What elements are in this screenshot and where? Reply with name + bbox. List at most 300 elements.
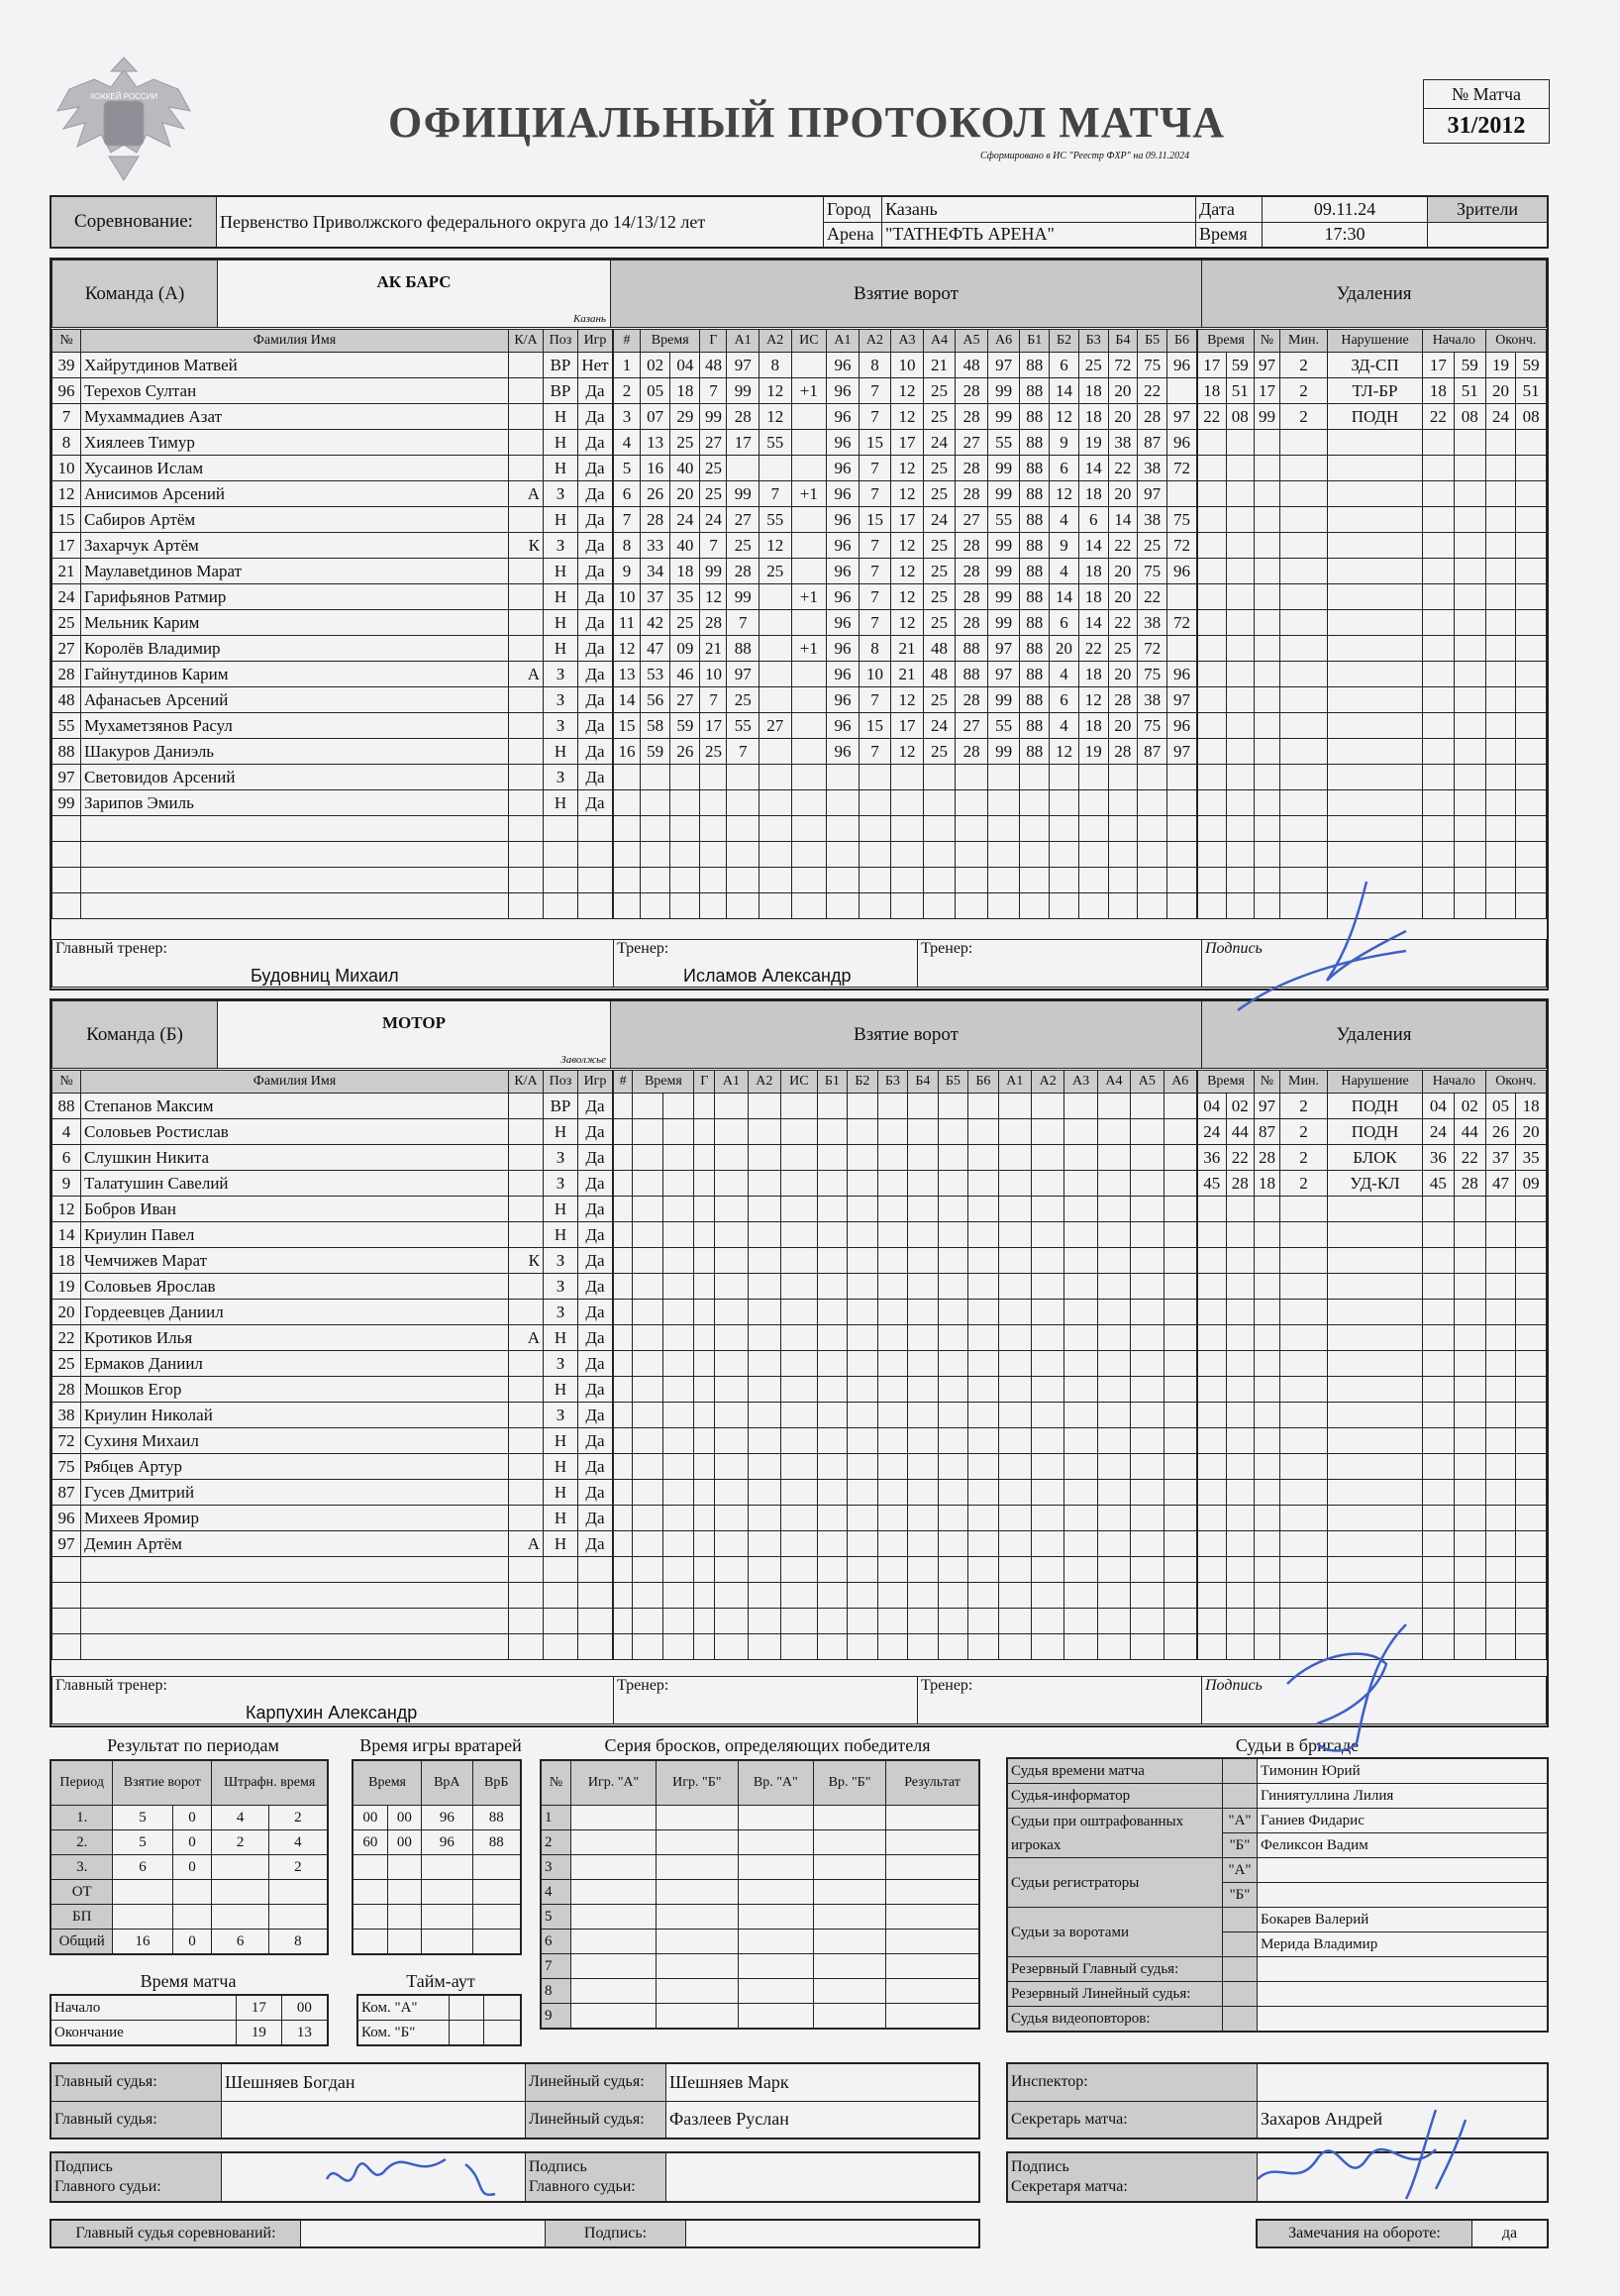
- goal-cell: [791, 713, 827, 739]
- shootout-cell: [813, 1930, 885, 1954]
- goal-cell: 72: [1138, 636, 1167, 662]
- goal-cell: [968, 1480, 999, 1506]
- goal-cell: [891, 868, 924, 893]
- goal-cell: 12: [700, 584, 727, 610]
- penalty-cell: [1485, 790, 1516, 816]
- penalty-cell: 51: [1454, 378, 1485, 404]
- team-a-goals: [613, 329, 1197, 919]
- period-cell: [172, 1880, 212, 1905]
- goal-cell: [694, 1403, 715, 1428]
- shootout-col-0: №: [541, 1760, 571, 1806]
- col-goalie-a: ВрА: [422, 1760, 472, 1806]
- penalty-cell: [1516, 842, 1547, 868]
- line-ref-1: Шешняев Марк: [666, 2063, 980, 2101]
- penalty-cell: [1516, 1428, 1547, 1454]
- goal-cell: [700, 842, 727, 868]
- goal-cell: [1097, 1119, 1130, 1145]
- period-row: [51, 1905, 328, 1930]
- player-name: [81, 893, 509, 919]
- penalty-row: [1198, 507, 1547, 533]
- shootout-number: 5: [541, 1905, 571, 1930]
- goal-cell: 25: [1138, 533, 1167, 559]
- goal-col-9: А4: [923, 330, 956, 353]
- shootout-cell: [656, 1806, 738, 1830]
- penalty-row: [1198, 662, 1547, 687]
- goal-cell: [781, 1197, 818, 1222]
- goal-cell: [791, 507, 827, 533]
- goal-cell: 96: [827, 687, 860, 713]
- goal-cell: [715, 1325, 748, 1351]
- goal-cell: 20: [1108, 713, 1138, 739]
- roster-row: [52, 1454, 613, 1480]
- penalty-cell: [1485, 456, 1516, 481]
- penalty-cell: [1485, 584, 1516, 610]
- roster-row: [52, 610, 613, 636]
- goalie-time-table: [352, 1759, 522, 1955]
- goal-cell: 14: [1078, 533, 1108, 559]
- goal-cell: [908, 1274, 939, 1300]
- goal-row: [614, 481, 1197, 507]
- penalty-cell: [1198, 765, 1227, 790]
- player-name: Сухиня Михаил: [81, 1428, 509, 1454]
- penalty-cell: [1255, 1428, 1280, 1454]
- goal-cell: [781, 1428, 818, 1454]
- roster-row: [52, 507, 613, 533]
- player-number: 12: [52, 481, 81, 507]
- goal-cell: [891, 842, 924, 868]
- goal-cell: 55: [987, 713, 1020, 739]
- penalty-cell: [1422, 1454, 1454, 1480]
- penalty-cell: [1422, 1248, 1454, 1274]
- player-name: Хайрутдинов Матвей: [81, 353, 509, 378]
- player-played: [578, 1583, 613, 1609]
- goal-cell: [877, 1119, 908, 1145]
- player-number: 22: [52, 1325, 81, 1351]
- goal-cell: 42: [640, 610, 669, 636]
- goal-cell: 96: [827, 404, 860, 430]
- penalty-cell: [1328, 662, 1423, 687]
- goal-cell: [908, 1171, 939, 1197]
- goal-cell: [987, 816, 1020, 842]
- goal-cell: 96: [827, 610, 860, 636]
- penalty-cell: [1485, 1403, 1516, 1428]
- penalty-col-4: Начало: [1422, 330, 1485, 353]
- goal-cell: [817, 1634, 848, 1660]
- goal-cell: [1138, 868, 1167, 893]
- goal-cell: [1131, 1403, 1164, 1428]
- period-cell: 2: [268, 1806, 328, 1830]
- referee-name: [1258, 1957, 1549, 1982]
- player-role: [509, 1300, 544, 1325]
- player-played: [578, 1609, 613, 1634]
- goal-cell: [1167, 842, 1197, 868]
- penalty-cell: [1516, 1197, 1547, 1222]
- player-number: 18: [52, 1248, 81, 1274]
- penalty-cell: 02: [1226, 1094, 1255, 1119]
- goal-cell: [1032, 1171, 1064, 1197]
- player-number: 75: [52, 1454, 81, 1480]
- player-position: Н: [544, 507, 578, 533]
- goal-cell: 25: [923, 533, 956, 559]
- penalty-row: [1198, 1351, 1547, 1377]
- roster-row: [52, 662, 613, 687]
- goal-cell: 12: [891, 378, 924, 404]
- penalty-cell: 22: [1422, 404, 1454, 430]
- goal-col-8: А3: [891, 330, 924, 353]
- penalty-cell: 2: [1279, 1119, 1327, 1145]
- goal-cell: 7: [727, 739, 759, 765]
- goal-cell: [694, 1377, 715, 1403]
- penalty-cell: [1516, 1557, 1547, 1583]
- penalty-cell: [1454, 713, 1485, 739]
- col-goals: Взятие ворот: [113, 1760, 212, 1806]
- referee-row: [1007, 1957, 1548, 1982]
- goal-cell: 96: [827, 378, 860, 404]
- goal-cell: [968, 1248, 999, 1274]
- col-number: №: [52, 1071, 81, 1094]
- player-number: [52, 1557, 81, 1583]
- goal-cell: [633, 1377, 663, 1403]
- player-played: Да: [578, 481, 613, 507]
- penalty-cell: 51: [1516, 378, 1547, 404]
- goal-cell: 8: [614, 533, 641, 559]
- goal-cell: [848, 1119, 878, 1145]
- goal-cell: [663, 1531, 694, 1557]
- goal-col-4: А2: [759, 330, 791, 353]
- penalty-cell: 04: [1422, 1094, 1454, 1119]
- goal-cell: 99: [987, 687, 1020, 713]
- penalty-cell: [1226, 1197, 1255, 1222]
- penalty-cell: 24: [1198, 1119, 1227, 1145]
- shootout-number: 4: [541, 1880, 571, 1905]
- penalty-row: [1198, 1300, 1547, 1325]
- goal-cell: 15: [859, 507, 891, 533]
- penalty-row: [1198, 636, 1547, 662]
- penalty-cell: [1198, 481, 1227, 507]
- period-cell: 2: [268, 1855, 328, 1880]
- player-role: [509, 1094, 544, 1119]
- goal-cell: [1108, 893, 1138, 919]
- goal-col-7: А2: [859, 330, 891, 353]
- penalty-cell: 26: [1485, 1119, 1516, 1145]
- goal-cell: [1032, 1634, 1064, 1660]
- notes-value: да: [1472, 2220, 1549, 2247]
- player-name: Талатушин Савелий: [81, 1171, 509, 1197]
- player-name: [81, 868, 509, 893]
- goal-cell: [891, 765, 924, 790]
- goal-cell: [663, 1248, 694, 1274]
- goal-cell: [759, 790, 791, 816]
- goal-cell: 97: [987, 353, 1020, 378]
- penalty-cell: [1279, 1377, 1327, 1403]
- goal-col-14: Б3: [1078, 330, 1108, 353]
- goal-cell: [848, 1094, 878, 1119]
- goal-cell: [748, 1531, 780, 1557]
- goal-cell: 25: [923, 739, 956, 765]
- shootout-col-3: Вр. "А": [738, 1760, 813, 1806]
- goal-cell: [817, 1171, 848, 1197]
- penalty-cell: 19: [1485, 353, 1516, 378]
- goal-cell: [998, 1377, 1031, 1403]
- goal-cell: [817, 1583, 848, 1609]
- shootout-cell: [738, 1930, 813, 1954]
- goal-cell: [1032, 1531, 1064, 1557]
- goal-cell: [663, 1171, 694, 1197]
- goal-cell: [640, 816, 669, 842]
- player-number: 27: [52, 636, 81, 662]
- goal-row: [614, 1300, 1197, 1325]
- goal-cell: 10: [700, 662, 727, 687]
- goal-cell: 38: [1138, 507, 1167, 533]
- player-name: Световидов Арсений: [81, 765, 509, 790]
- goal-cell: [923, 790, 956, 816]
- goal-cell: 24: [923, 507, 956, 533]
- goal-cell: 18: [1078, 584, 1108, 610]
- shootout-col-2: Игр. "Б": [656, 1760, 738, 1806]
- penalty-cell: [1279, 790, 1327, 816]
- penalty-cell: 28: [1454, 1171, 1485, 1197]
- player-number: 99: [52, 790, 81, 816]
- shootout-table: [540, 1759, 980, 2030]
- goalie-cell: [472, 1855, 521, 1880]
- player-position: Н: [544, 1428, 578, 1454]
- coach-label-2: Тренер:: [921, 940, 973, 957]
- end-label: Окончание: [51, 2021, 237, 2046]
- penalty-cell: [1422, 868, 1454, 893]
- goal-cell: [908, 1377, 939, 1403]
- player-role: [509, 1197, 544, 1222]
- penalty-cell: [1198, 1197, 1227, 1222]
- goal-cell: 11: [614, 610, 641, 636]
- goal-col-6: Б1: [817, 1071, 848, 1094]
- player-position: З: [544, 533, 578, 559]
- goal-cell: [817, 1403, 848, 1428]
- goal-cell: [1097, 1506, 1130, 1531]
- goal-cell: [759, 687, 791, 713]
- col-number: №: [52, 330, 81, 353]
- coach-b-signature: [1258, 1615, 1436, 1763]
- goal-cell: [877, 1428, 908, 1454]
- referee-role: Резервный Главный судья:: [1007, 1957, 1223, 1982]
- penalty-cell: 2: [1279, 404, 1327, 430]
- goal-cell: [968, 1531, 999, 1557]
- goal-row: [614, 713, 1197, 739]
- player-played: Да: [578, 1119, 613, 1145]
- goal-cell: 88: [1020, 559, 1050, 584]
- player-played: Да: [578, 739, 613, 765]
- goal-cell: 7: [859, 610, 891, 636]
- player-number: [52, 868, 81, 893]
- player-name: Шакуров Даниэль: [81, 739, 509, 765]
- team-a-roster: [51, 329, 613, 919]
- goal-col-1: Время: [633, 1071, 694, 1094]
- period-cell: 3.: [51, 1855, 113, 1880]
- goal-cell: [640, 893, 669, 919]
- goal-cell: [1050, 868, 1079, 893]
- goal-cell: [877, 1351, 908, 1377]
- penalty-cell: [1226, 816, 1255, 842]
- goal-cell: [923, 893, 956, 919]
- secretary-label: Секретарь матча:: [1007, 2101, 1258, 2139]
- goal-cell: [998, 1145, 1031, 1171]
- penalty-cell: [1279, 1480, 1327, 1506]
- goal-cell: 07: [640, 404, 669, 430]
- goal-row: [614, 1506, 1197, 1531]
- goal-cell: [956, 868, 988, 893]
- goal-cell: [817, 1506, 848, 1531]
- goal-cell: [791, 353, 827, 378]
- competition-name: Первенство Приволжского федерального округа до 14/13/12 лет: [217, 196, 824, 248]
- goal-cell: [908, 1557, 939, 1583]
- penalty-cell: [1485, 1300, 1516, 1325]
- roster-row: [52, 404, 613, 430]
- roster-row: [52, 1480, 613, 1506]
- goal-cell: 97: [727, 353, 759, 378]
- penalty-cell: [1198, 533, 1227, 559]
- team-a-coach: Исламов Александр: [683, 966, 852, 986]
- goal-cell: [748, 1171, 780, 1197]
- referee-name: [1258, 2007, 1549, 2033]
- penalty-cell: [1516, 584, 1547, 610]
- player-role: А: [509, 481, 544, 507]
- roster-row: [52, 1325, 613, 1351]
- player-number: 25: [52, 610, 81, 636]
- penalty-cell: 09: [1516, 1171, 1547, 1197]
- goal-cell: [968, 1325, 999, 1351]
- goal-cell: 21: [923, 353, 956, 378]
- goal-cell: [727, 842, 759, 868]
- goal-cell: [938, 1325, 968, 1351]
- referee-name: [1258, 1982, 1549, 2007]
- penalty-cell: [1516, 1480, 1547, 1506]
- goal-cell: [938, 1351, 968, 1377]
- sig-main2-label-2: Главного судьи:: [529, 2178, 636, 2195]
- penalty-cell: 59: [1516, 353, 1547, 378]
- goal-cell: 27: [727, 507, 759, 533]
- col-ca: К/А: [509, 1071, 544, 1094]
- time-label: Время: [1196, 222, 1263, 248]
- goal-cell: [1167, 893, 1197, 919]
- player-role: [509, 1583, 544, 1609]
- goal-cell: [633, 1583, 663, 1609]
- goal-cell: 05: [640, 378, 669, 404]
- notes-label: Замечания на обороте:: [1257, 2220, 1472, 2247]
- goal-cell: +1: [791, 636, 827, 662]
- goal-cell: [663, 1119, 694, 1145]
- goal-cell: [908, 1094, 939, 1119]
- goalie-cell: [422, 1930, 472, 1955]
- referee-name: Мерида Владимир: [1258, 1932, 1549, 1957]
- shootout-cell: [886, 1905, 979, 1930]
- penalty-cell: 59: [1454, 353, 1485, 378]
- referee-row: [1007, 1982, 1548, 2007]
- penalty-row: [1198, 610, 1547, 636]
- penalty-cell: [1226, 1403, 1255, 1428]
- penalty-cell: [1485, 1377, 1516, 1403]
- goal-cell: 53: [640, 662, 669, 687]
- goal-cell: [715, 1119, 748, 1145]
- goal-cell: 27: [956, 713, 988, 739]
- penalty-cell: [1516, 636, 1547, 662]
- penalty-cell: [1454, 1274, 1485, 1300]
- penalty-cell: [1255, 765, 1280, 790]
- head-coach-label: Главный тренер:: [55, 1677, 167, 1694]
- player-played: Да: [578, 1428, 613, 1454]
- goal-cell: [817, 1351, 848, 1377]
- penalty-row: [1198, 1557, 1547, 1583]
- shootout-cell: [656, 1930, 738, 1954]
- penalty-cell: 08: [1226, 404, 1255, 430]
- shootout-row: [541, 1806, 979, 1830]
- goalie-cell: [422, 1880, 472, 1905]
- goal-cell: [759, 816, 791, 842]
- goal-cell: 4: [1050, 559, 1079, 584]
- penalty-cell: [1198, 584, 1227, 610]
- goal-cell: [1167, 636, 1197, 662]
- player-position: Н: [544, 1197, 578, 1222]
- goal-cell: [694, 1248, 715, 1274]
- penalty-cell: [1485, 1197, 1516, 1222]
- roster-row: [52, 636, 613, 662]
- goal-cell: 24: [923, 713, 956, 739]
- penalty-cell: [1516, 662, 1547, 687]
- goal-cell: 25: [670, 610, 700, 636]
- goal-cell: [1131, 1428, 1164, 1454]
- goal-cell: [781, 1222, 818, 1248]
- goal-cell: [614, 1634, 633, 1660]
- penalty-cell: 2: [1279, 378, 1327, 404]
- goal-cell: [633, 1480, 663, 1506]
- goal-cell: [968, 1634, 999, 1660]
- penalty-cell: [1226, 765, 1255, 790]
- goal-cell: [614, 1094, 633, 1119]
- goal-cell: [987, 765, 1020, 790]
- player-played: Да: [578, 610, 613, 636]
- goal-col-14: А3: [1064, 1071, 1097, 1094]
- penalty-cell: УД-КЛ: [1328, 1171, 1423, 1197]
- goal-cell: [640, 842, 669, 868]
- penalty-cell: [1328, 636, 1423, 662]
- goal-cell: [998, 1197, 1031, 1222]
- referee-name: Тимонин Юрий: [1258, 1758, 1549, 1784]
- goal-cell: [817, 1609, 848, 1634]
- goal-cell: [908, 1531, 939, 1557]
- penalty-cell: [1226, 584, 1255, 610]
- penalty-row: [1198, 1325, 1547, 1351]
- player-name: Гусев Дмитрий: [81, 1480, 509, 1506]
- player-role: [509, 1119, 544, 1145]
- penalty-cell: [1422, 790, 1454, 816]
- goal-cell: 18: [1078, 713, 1108, 739]
- goal-cell: 6: [1050, 456, 1079, 481]
- penalty-cell: БЛОК: [1328, 1145, 1423, 1171]
- penalty-cell: [1198, 1248, 1227, 1274]
- player-name: Зарипов Эмиль: [81, 790, 509, 816]
- shootout-cell: [738, 2004, 813, 2030]
- penalty-cell: [1516, 1583, 1547, 1609]
- goal-cell: [700, 790, 727, 816]
- goal-cell: [968, 1377, 999, 1403]
- goal-cell: 96: [827, 353, 860, 378]
- goal-cell: [715, 1094, 748, 1119]
- goal-cell: [614, 1506, 633, 1531]
- goal-cell: [1064, 1480, 1097, 1506]
- goal-cell: [848, 1248, 878, 1274]
- referee-role: Судья времени матча: [1007, 1758, 1223, 1784]
- goal-cell: 72: [1167, 456, 1197, 481]
- goal-cell: [968, 1119, 999, 1145]
- period-row: [51, 1880, 328, 1905]
